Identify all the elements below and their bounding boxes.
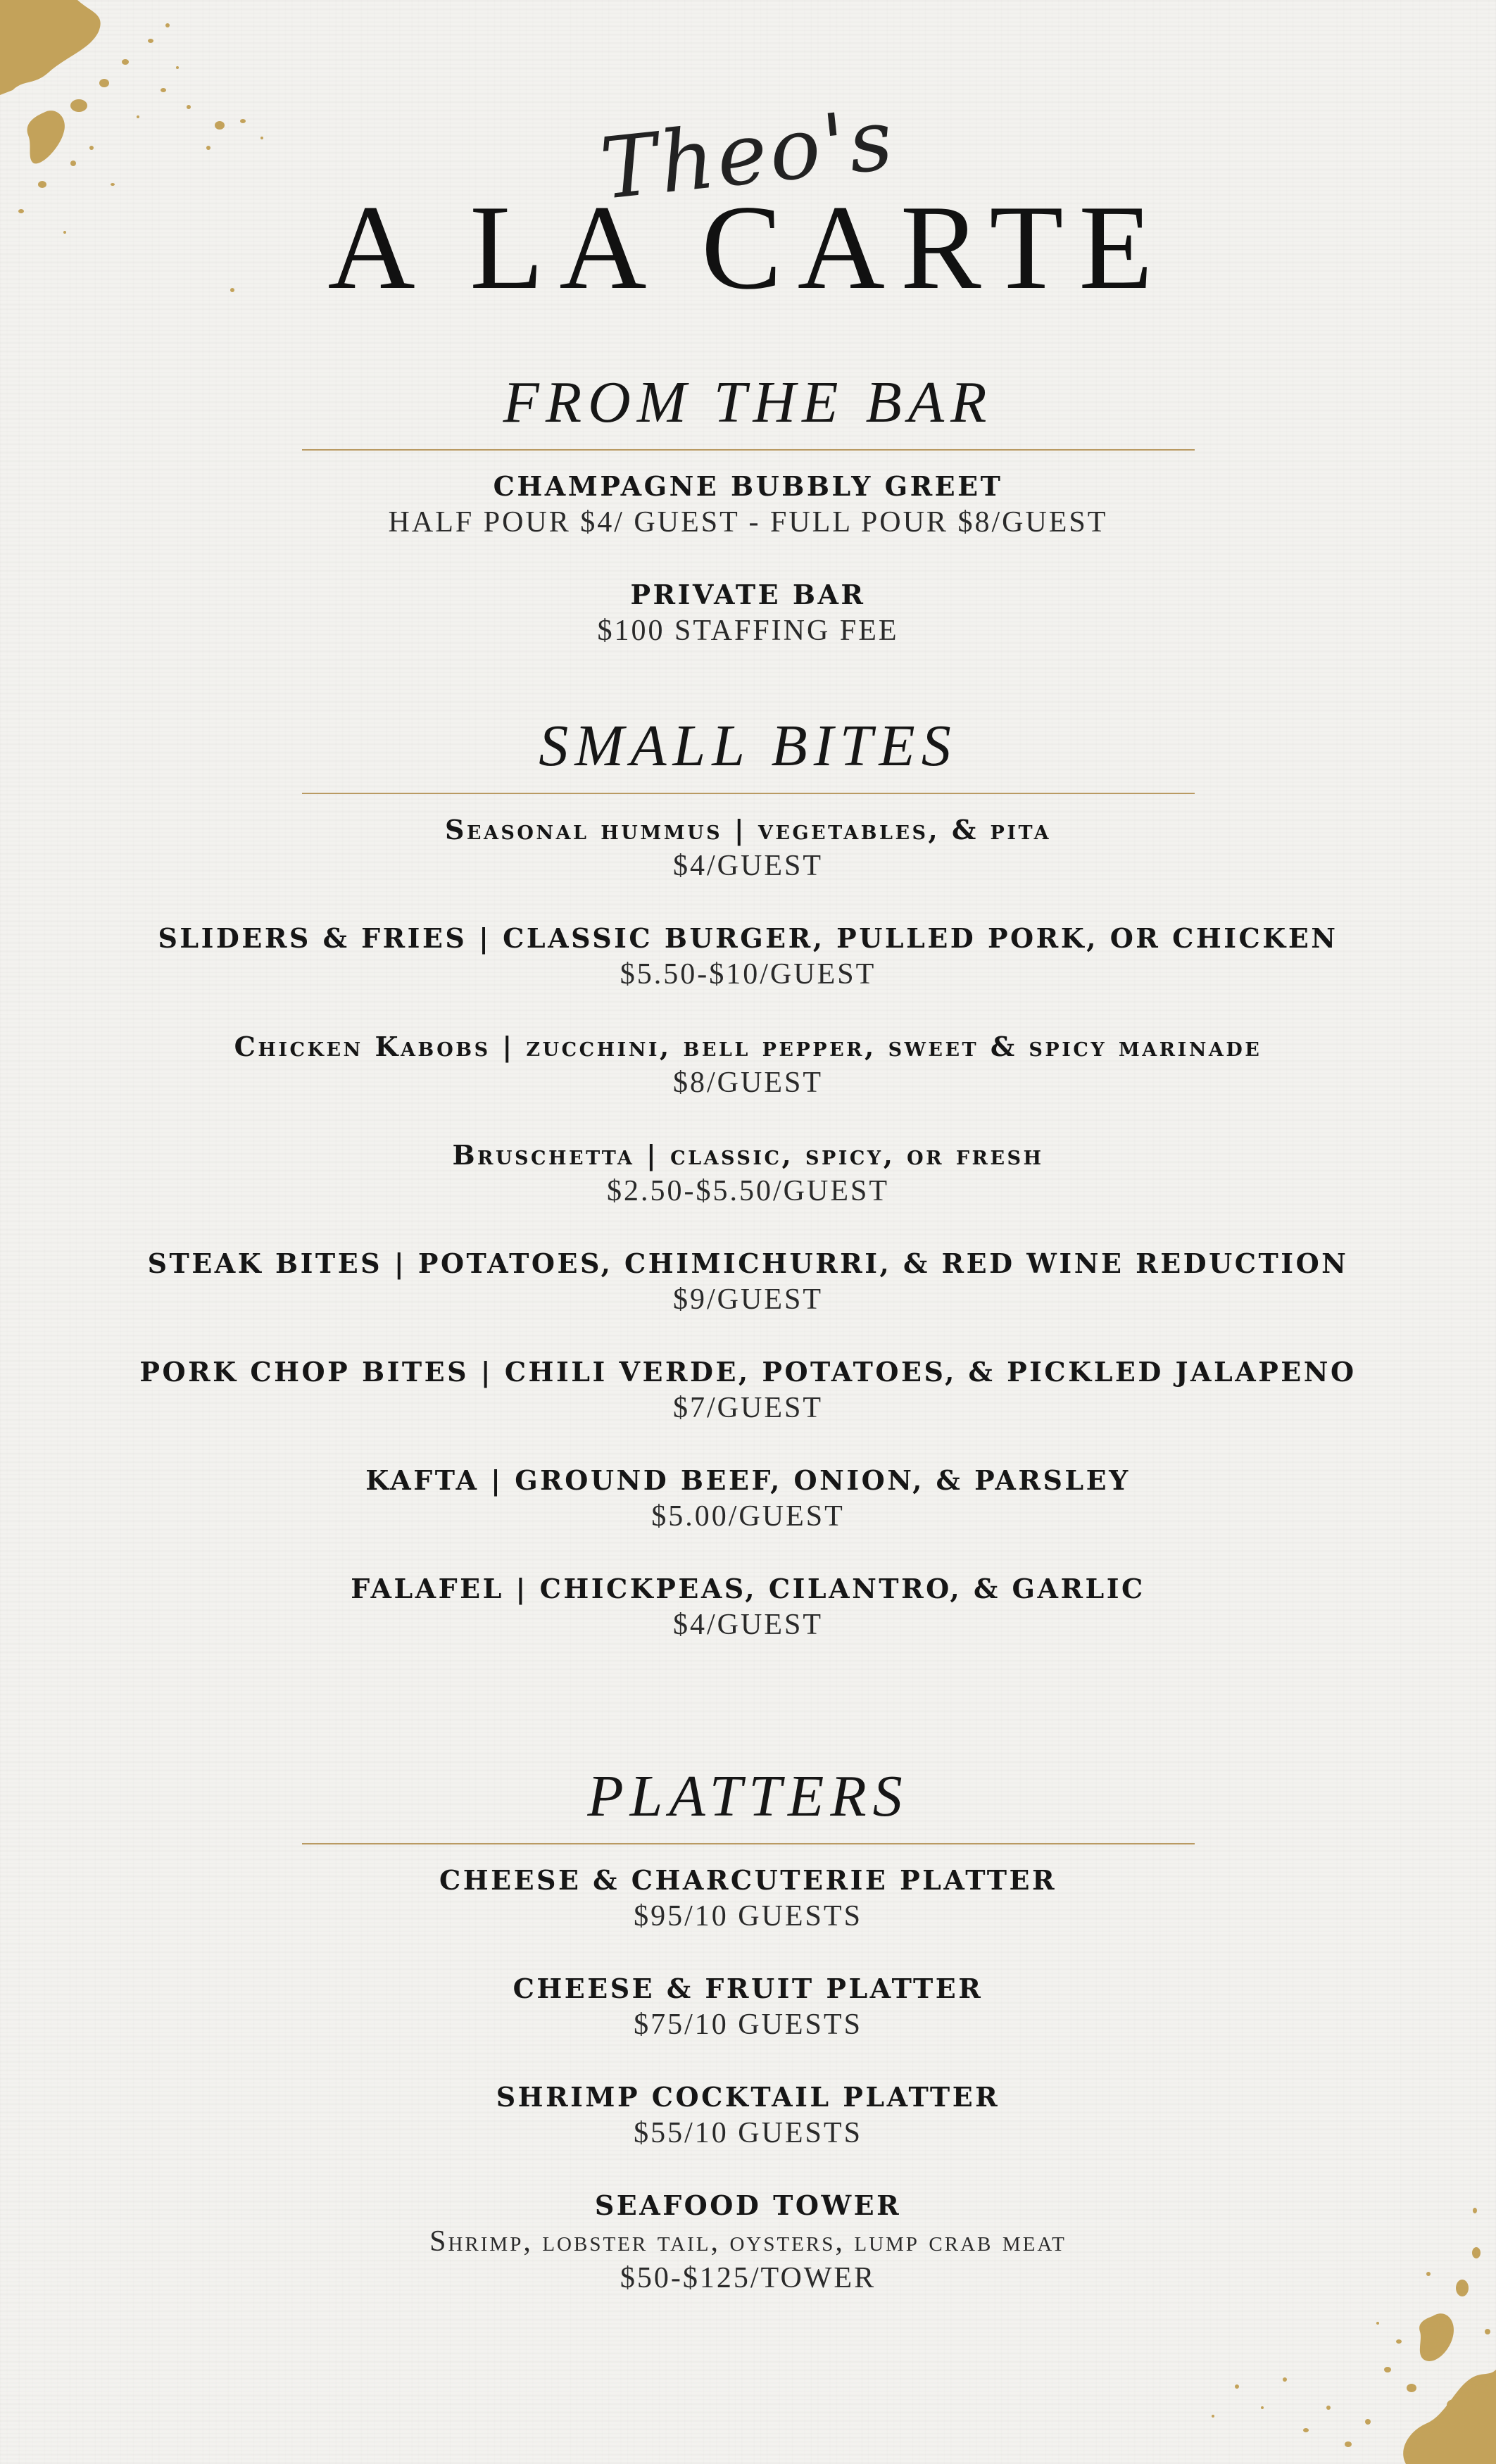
- menu-item: [0, 1863, 1496, 1935]
- menu-item-name: PRIVATE BAR: [630, 579, 866, 610]
- page-title: A LA CARTE: [327, 181, 1169, 315]
- section-title: SMALL BITES: [539, 713, 957, 779]
- section-title: FROM THE BAR: [503, 370, 993, 435]
- menu-item-price: $95/10 GUESTS: [634, 1900, 862, 1932]
- section-from-the-bar: [0, 369, 1496, 686]
- menu-item: [0, 1246, 1496, 1318]
- menu-item-price: $50-$125/TOWER: [620, 2262, 876, 2294]
- gold-divider: [302, 449, 1195, 451]
- section-platters: [0, 1763, 1496, 2333]
- menu-item-name: Chicken Kabobs | zucchini, bell pepper, sweet & spicy marinade: [234, 1031, 1262, 1062]
- menu-item-description: Shrimp, lobster tail, oysters, lump crab meat: [429, 2225, 1067, 2258]
- menu-item-price: $4/GUEST: [673, 850, 823, 882]
- menu-item-name: SHRIMP COCKTAIL PLATTER: [496, 2081, 1000, 2113]
- menu-item-name: FALAFEL | CHICKPEAS, CILANTRO, & GARLIC: [351, 1573, 1145, 1604]
- menu-item-name: SLIDERS & FRIES | CLASSIC BURGER, PULLED PORK, OR CHICKEN: [158, 922, 1338, 954]
- menu-item-list: [0, 812, 1496, 1643]
- menu-item: [0, 1354, 1496, 1426]
- menu-item: [0, 1138, 1496, 1209]
- menu-item-price: $4/GUEST: [673, 1609, 823, 1641]
- menu-item: [0, 577, 1496, 649]
- menu-item: [0, 1029, 1496, 1101]
- menu-item-name: Bruschetta | classic, spicy, or fresh: [452, 1139, 1044, 1171]
- gold-divider: [302, 1843, 1195, 1844]
- menu-item-name: PORK CHOP BITES | CHILI VERDE, POTATOES, & PICKLED JALAPENO: [139, 1356, 1357, 1388]
- menu-item-name: CHEESE & FRUIT PLATTER: [513, 1973, 983, 2004]
- menu-item-list: [0, 469, 1496, 649]
- menu-item-name: CHAMPAGNE BUBBLY GREET: [493, 470, 1003, 502]
- menu-item-price: HALF POUR $4/ GUEST - FULL POUR $8/GUEST: [388, 506, 1108, 539]
- brand-script: Theo's: [596, 90, 900, 219]
- menu-item-name: KAFTA | GROUND BEEF, ONION, & PARSLEY: [365, 1464, 1131, 1496]
- menu-item-price: $5.50-$10/GUEST: [620, 958, 876, 991]
- menu-item: [0, 921, 1496, 993]
- menu-item-list: [0, 1863, 1496, 2296]
- section-small-bites: [0, 712, 1496, 1680]
- menu-item-price: $7/GUEST: [673, 1392, 823, 1424]
- menu-item: [0, 1571, 1496, 1643]
- menu-item: [0, 1463, 1496, 1535]
- menu-item-price: $100 STAFFING FEE: [597, 615, 899, 647]
- menu-item-name: CHEESE & CHARCUTERIE PLATTER: [439, 1864, 1057, 1896]
- menu-item: [0, 812, 1496, 884]
- menu-item-name: SEAFOOD TOWER: [594, 2189, 902, 2221]
- menu-item-name: STEAK BITES | POTATOES, CHIMICHURRI, & RED WINE REDUCTION: [147, 1247, 1349, 1279]
- gold-divider: [302, 793, 1195, 794]
- menu-item-price: $55/10 GUESTS: [634, 2117, 862, 2149]
- menu-item-price: $2.50-$5.50/GUEST: [607, 1175, 889, 1207]
- section-title: PLATTERS: [587, 1764, 909, 1829]
- menu-item-price: $9/GUEST: [673, 1283, 823, 1316]
- menu-item: [0, 2080, 1496, 2151]
- menu-item-name: Seasonal hummus | vegetables, & pita: [444, 814, 1052, 846]
- menu-item: [0, 1971, 1496, 2043]
- menu-item-price: $5.00/GUEST: [651, 1500, 845, 1533]
- menu-item: [0, 469, 1496, 541]
- menu-item: [0, 2188, 1496, 2296]
- menu-item-price: $8/GUEST: [673, 1067, 823, 1099]
- menu-item-price: $75/10 GUESTS: [634, 2009, 862, 2041]
